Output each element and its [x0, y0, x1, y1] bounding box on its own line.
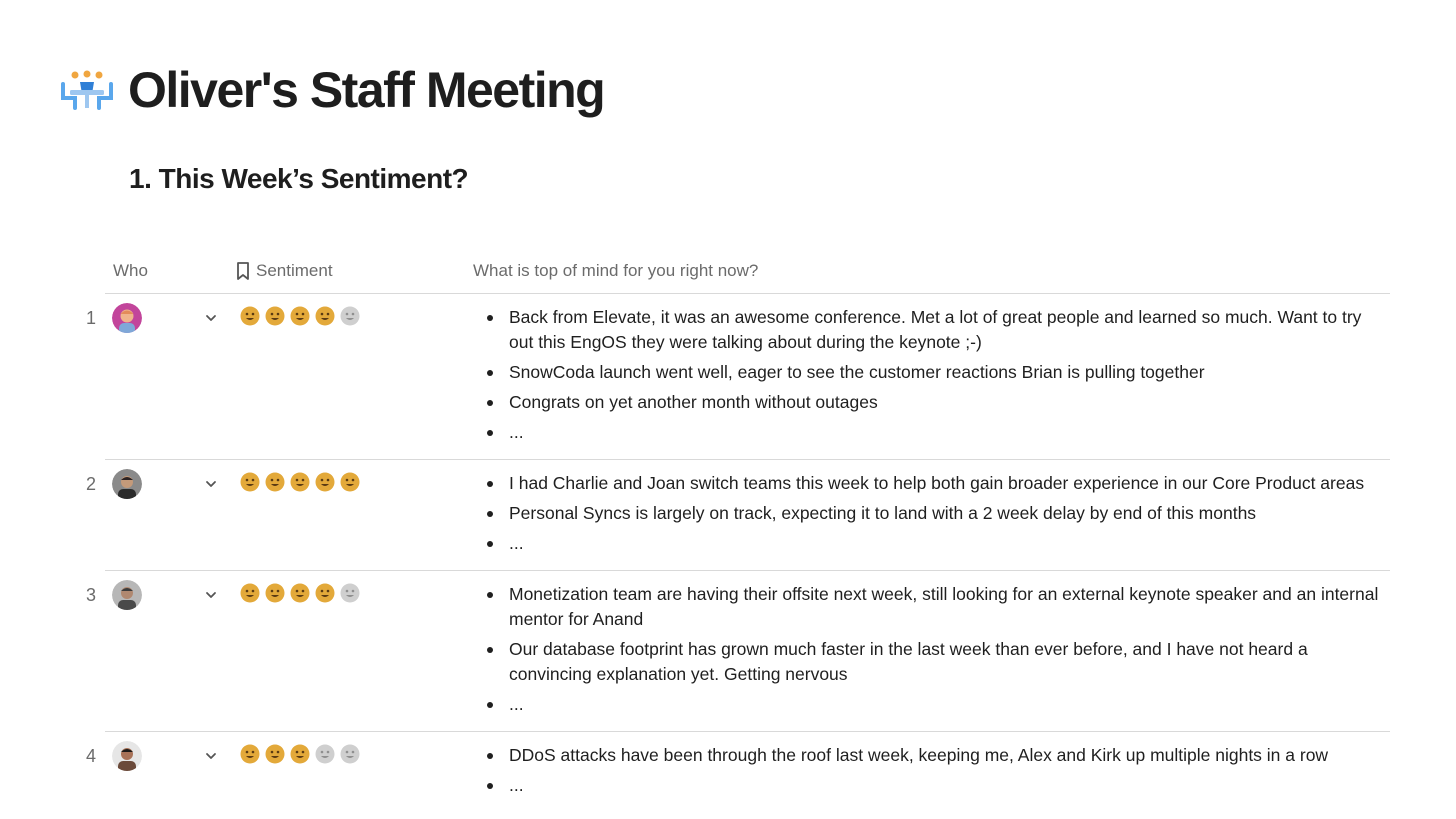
list-item[interactable]: SnowCoda launch went well, eager to see the customer reactions Brian is pulling together: [509, 360, 1390, 385]
column-header-who[interactable]: Who: [113, 261, 148, 280]
smiley-face-icon[interactable]: [290, 472, 310, 492]
list-item[interactable]: Our database footprint has grown much faster in the last week than ever before, and I have not heard a convincing explanation yet. Getting nervous: [509, 637, 1390, 687]
sentiment-table: [70, 250, 1390, 812]
column-header-sentiment[interactable]: [235, 260, 333, 282]
avatar[interactable]: [112, 580, 142, 610]
chevron-down-icon[interactable]: [201, 585, 221, 605]
table-row: [85, 460, 1390, 571]
table-header: [105, 250, 1390, 294]
row-number: 4: [85, 746, 96, 766]
list-item[interactable]: ...: [509, 692, 1390, 717]
chevron-down-icon[interactable]: [201, 746, 221, 766]
chevron-down-icon[interactable]: [201, 474, 221, 494]
table-row: [85, 294, 1390, 460]
smiley-face-icon[interactable]: [265, 744, 285, 764]
chevron-down-icon[interactable]: [201, 308, 221, 328]
smiley-face-icon[interactable]: [290, 306, 310, 326]
smiley-face-empty-icon[interactable]: [340, 583, 360, 603]
list-item[interactable]: Back from Elevate, it was an awesome conference. Met a lot of great people and learned so much. Want to try out this EngOS they were talking about during the keynote ;-): [509, 305, 1390, 355]
row-number: 2: [85, 474, 96, 494]
row-number: 3: [85, 585, 96, 605]
smiley-face-icon[interactable]: [265, 583, 285, 603]
sentiment-rating[interactable]: [240, 472, 360, 492]
column-header-sentiment-label: Sentiment: [256, 261, 333, 280]
list-item[interactable]: I had Charlie and Joan switch teams this week to help both gain broader experience in our Core Product areas: [509, 471, 1390, 496]
smiley-face-icon[interactable]: [240, 744, 260, 764]
smiley-face-icon[interactable]: [240, 306, 260, 326]
avatar[interactable]: [112, 469, 142, 499]
sentiment-rating[interactable]: [240, 744, 360, 764]
smiley-face-icon[interactable]: [290, 583, 310, 603]
list-item[interactable]: ...: [509, 773, 1390, 798]
section-heading: 1. This Week’s Sentiment?: [129, 163, 469, 194]
notes-list: [473, 732, 1390, 812]
smiley-face-icon[interactable]: [290, 744, 310, 764]
meeting-people-icon: [60, 70, 114, 110]
list-item[interactable]: DDoS attacks have been through the roof last week, keeping me, Alex and Kirk up multiple nights in a row: [509, 743, 1390, 768]
smiley-face-icon[interactable]: [315, 583, 335, 603]
avatar[interactable]: [112, 303, 142, 333]
list-item[interactable]: Monetization team are having their offsite next week, still looking for an external keynote speaker and an internal mentor for Anand: [509, 582, 1390, 632]
smiley-face-empty-icon[interactable]: [340, 744, 360, 764]
smiley-face-icon[interactable]: [340, 472, 360, 492]
smiley-face-icon[interactable]: [240, 472, 260, 492]
table-row: [85, 571, 1390, 732]
list-item[interactable]: Congrats on yet another month without outages: [509, 390, 1390, 415]
smiley-face-icon[interactable]: [315, 306, 335, 326]
notes-list: [473, 571, 1390, 731]
smiley-face-empty-icon[interactable]: [315, 744, 335, 764]
row-number: 1: [85, 308, 96, 328]
sentiment-rating[interactable]: [240, 583, 360, 603]
avatar[interactable]: [112, 741, 142, 771]
notes-list: [473, 294, 1390, 459]
list-item[interactable]: Personal Syncs is largely on track, expecting it to land with a 2 week delay by end of this months: [509, 501, 1390, 526]
notes-list: [473, 460, 1390, 570]
smiley-face-icon[interactable]: [265, 472, 285, 492]
page-title: Oliver's Staff Meeting: [128, 62, 605, 118]
smiley-face-icon[interactable]: [240, 583, 260, 603]
table-row: [85, 732, 1390, 812]
smiley-face-icon[interactable]: [315, 472, 335, 492]
smiley-face-icon[interactable]: [265, 306, 285, 326]
list-item[interactable]: ...: [509, 420, 1390, 445]
sentiment-rating[interactable]: [240, 306, 360, 326]
column-header-top-of-mind[interactable]: What is top of mind for you right now?: [473, 261, 759, 280]
list-item[interactable]: ...: [509, 531, 1390, 556]
bookmark-icon: [235, 261, 251, 281]
smiley-face-empty-icon[interactable]: [340, 306, 360, 326]
